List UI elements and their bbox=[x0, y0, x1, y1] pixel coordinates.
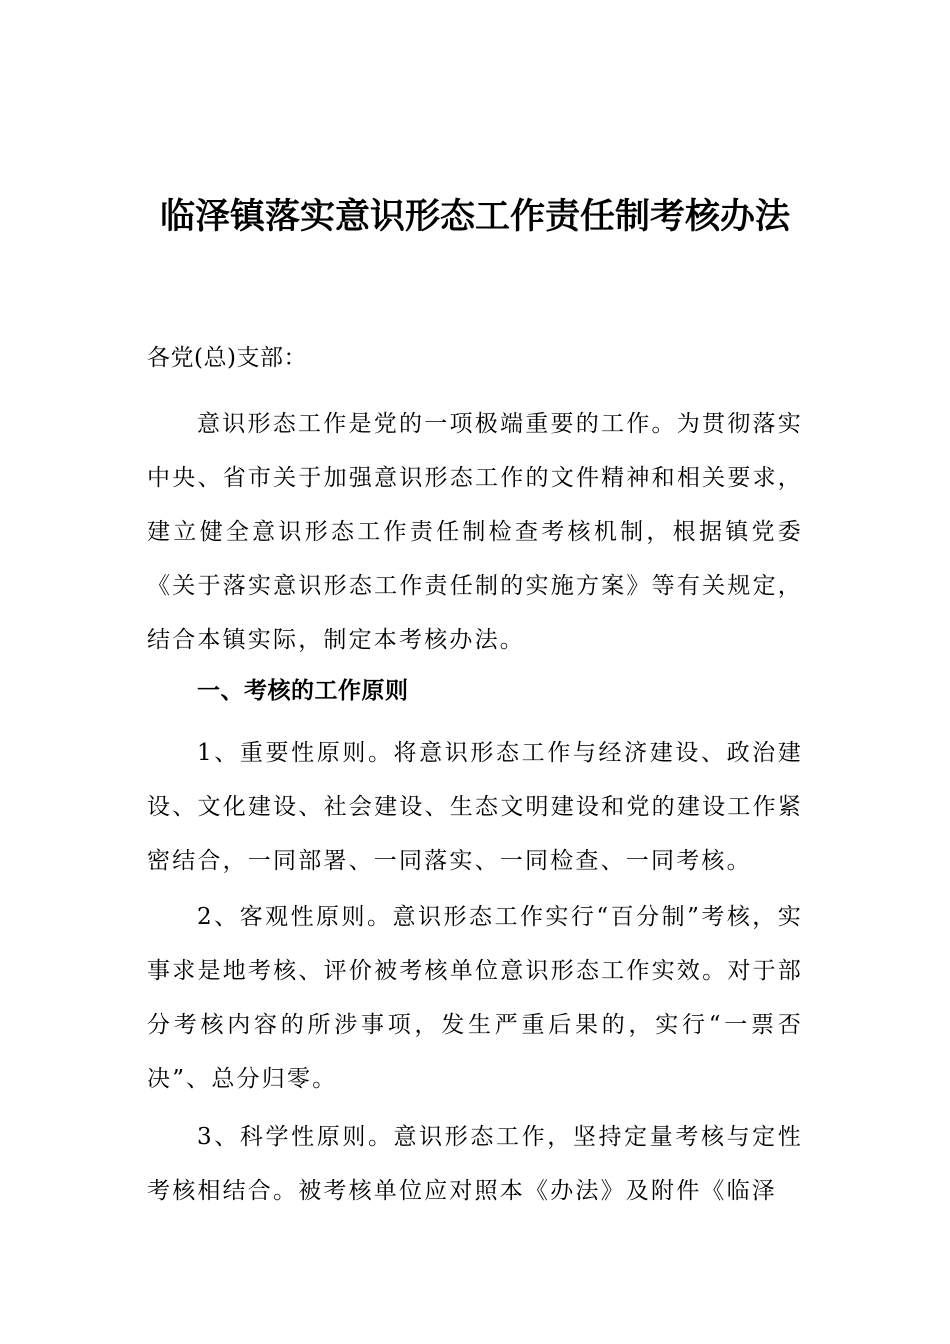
principle-paragraph-2: 2、客观性原则。意识形态工作实行“百分制”考核，实事求是地考核、评价被考核单位意识形态工作实效。对于部分考核内容的所涉事项，发生严重后果的，实行“一票否决”、总分归零。 bbox=[147, 904, 803, 1092]
document-title: 临泽镇落实意识形态工作责任制考核办法 bbox=[159, 196, 790, 237]
principle-paragraph-3: 3、科学性原则。意识形态工作，坚持定量考核与定性考核相结合。被考核单位应对照本《办法》及附件《临泽 bbox=[147, 1124, 803, 1204]
intro-paragraph: 意识形态工作是党的一项极端重要的工作。为贯彻落实中央、省市关于加强意识形态工作的文件精神和相关要求，建立健全意识形态工作责任制检查考核机制，根据镇党委《关于落实意识形态工作责任制的实施方案》等有关规定，结合本镇实际，制定本考核办法。 bbox=[147, 411, 803, 653]
principle-paragraph-1: 1、重要性原则。将意识形态工作与经济建设、政治建设、文化建设、社会建设、生态文明建设和党的建设工作紧密结合，一同部署、一同落实、一同检查、一同考核。 bbox=[147, 740, 803, 874]
section-heading: 一、考核的工作原则 bbox=[197, 678, 409, 704]
salutation: 各党(总)支部： bbox=[147, 345, 307, 371]
